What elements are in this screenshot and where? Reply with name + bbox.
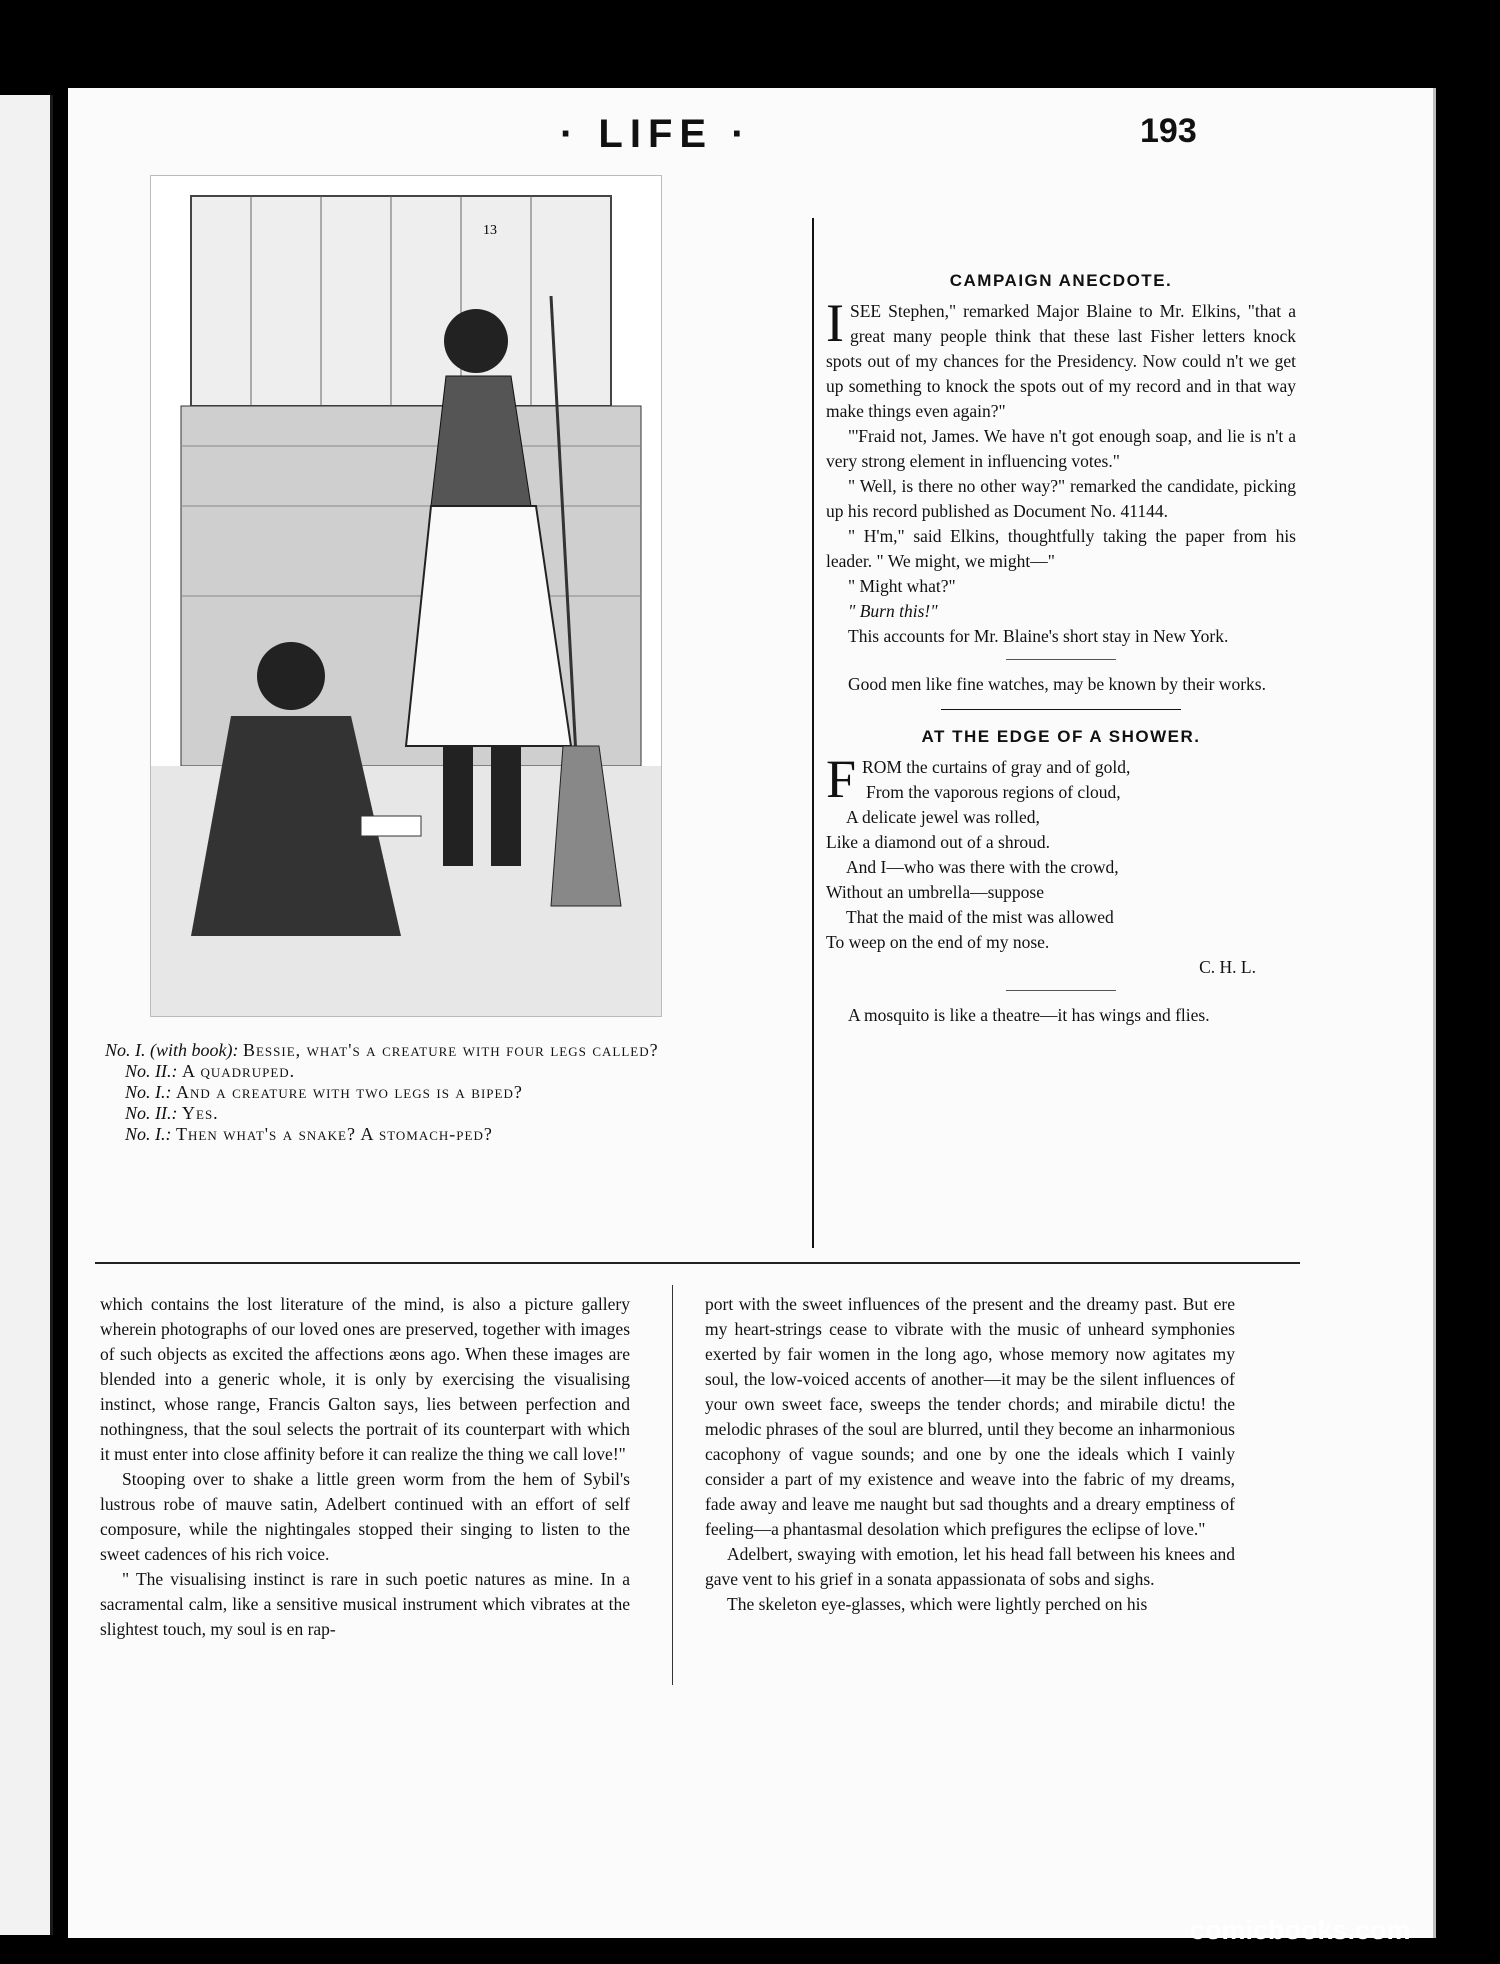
caption-line (105, 1103, 765, 1124)
caption-speaker: No. I. (with book): (105, 1040, 239, 1060)
caption-line (105, 1082, 765, 1103)
bottom-right-column (705, 1292, 1235, 1617)
campaign-paragraph-text: " Burn this!" (848, 601, 938, 621)
column-rule (812, 218, 814, 1248)
caption-line (105, 1061, 765, 1082)
illustration-drawing (151, 176, 661, 1016)
separator (941, 709, 1181, 710)
separator (1006, 990, 1116, 991)
poem-line: Without an umbrella—suppose (826, 882, 1045, 902)
previous-page-edge (0, 95, 53, 1935)
campaign-paragraph: " Well, is there no other way?" remarked the candidate, picking up his record published as Document No. 41144. (826, 476, 1296, 521)
campaign-paragraph: This accounts for Mr. Blaine's short stay in New York. (848, 626, 1229, 646)
caption-speaker: No. I.: (125, 1124, 172, 1144)
watermark: comicbooks.com (1190, 1915, 1411, 1945)
story-paragraph: The skeleton eye-glasses, which were lightly perched on his (727, 1594, 1148, 1614)
campaign-paragraph: "'Fraid not, James. We have n't got enough soap, and lie is n't a very strong element in influencing votes." (826, 426, 1296, 471)
drop-cap: F (826, 749, 857, 809)
caption-text: Yes. (182, 1103, 219, 1123)
drop-cap: I (826, 293, 844, 353)
campaign-heading: CAMPAIGN ANECDOTE. (949, 271, 1173, 290)
campaign-paragraph: " Might what?" (848, 576, 956, 596)
poem-line-text: ROM the curtains of gray and of gold, (862, 757, 1131, 777)
page-edge (1433, 88, 1436, 1938)
right-column (826, 268, 1296, 1028)
poem (826, 749, 1296, 980)
illustration-number: 13 (483, 223, 497, 238)
mosquito-paragraph: A mosquito is like a theatre—it has wings and flies. (848, 1005, 1210, 1025)
column-divider (672, 1285, 673, 1685)
caption-text: And a creature with two legs is a biped? (176, 1082, 523, 1102)
illustration-caption (105, 1040, 765, 1145)
story-paragraph: Adelbert, swaying with emotion, let his head fall between his knees and gave vent to his grief in a sonata appassionata of sobs and sighs. (705, 1544, 1235, 1589)
caption-text: Bessie, what's a creature with four legs called? (242, 1040, 659, 1060)
poem-line: Like a diamond out of a shroud. (826, 832, 1051, 852)
poem-line: And I—who was there with the crowd, (846, 857, 1119, 877)
poem-line: A delicate jewel was rolled, (846, 807, 1040, 827)
campaign-paragraph-text: SEE Stephen," remarked Major Blaine to Mr. Elkins, "that a great many people think that these last Fisher letters knock spots out of my chances for the Presidency. Now could n't we get up something to knock the spots out of my record and in that way make things even again?" (826, 301, 1296, 421)
poem-line: From the vaporous regions of cloud, (866, 782, 1121, 802)
caption-text: A quadruped. (182, 1061, 296, 1081)
poem-signature: C. H. L. (1199, 957, 1256, 977)
campaign-paragraph (826, 293, 1296, 424)
horizontal-rule (95, 1262, 1300, 1264)
illustration (150, 175, 662, 1017)
story-paragraph: " The visualising instinct is rare in such poetic natures as mine. In a sacramental calm, like a sensitive musical instrument which vibrates at the slightest touch, my soul is en rap- (100, 1569, 630, 1639)
watches-paragraph: Good men like fine watches, may be known by their works. (848, 674, 1266, 694)
caption-speaker: No. II.: (125, 1103, 178, 1123)
separator (1006, 659, 1116, 660)
story-paragraph: port with the sweet influences of the present and the dreamy past. But ere my heart-strings cease to vibrate with the music of unheard symphonies exerted by fair women in the long ago, whose memory now agitates my soul, the low-voiced accents of another—it may be the silent influences of your own sweet face, sweeps the tender chords; and mirabile dictu! the melodic phrases of the soul are blurred, until they become an inharmonious cacophony of vague sounds; and one by one the ideals which I vainly consider a part of my existence and weave into the fabric of my dreams, fade away and leave me naught but sad thoughts and a dreary emptiness of feeling—a phantasmal desolation which prefigures the eclipse of love." (705, 1294, 1235, 1539)
bottom-left-column (100, 1292, 630, 1642)
shower-heading: AT THE EDGE OF A SHOWER. (921, 727, 1201, 746)
masthead: · LIFE · (560, 112, 752, 156)
story-paragraph: which contains the lost literature of the mind, is also a picture gallery wherein photographs of our loved ones are preserved, together with images of such objects as excited the affections æons ago. When these images are blended into a generic whole, it is only by exercising the visualising instinct, whose range, Francis Galton says, lies between perfection and nothingness, that the soul selects the portrait of its counterpart with which it must enter into close affinity before it can realize the thing we call love!" (100, 1294, 630, 1464)
campaign-paragraph: " H'm," said Elkins, thoughtfully taking the paper from his leader. " We might, we might—" (826, 526, 1296, 571)
caption-line (105, 1040, 765, 1061)
campaign-paragraph (826, 599, 1296, 624)
caption-speaker: No. I.: (125, 1082, 172, 1102)
caption-text: Then what's a snake? A stomach-ped? (176, 1124, 493, 1144)
page-number: 193 (1140, 112, 1197, 150)
caption-speaker: No. II.: (125, 1061, 178, 1081)
poem-line: To weep on the end of my nose. (826, 932, 1050, 952)
caption-line (105, 1124, 765, 1145)
story-paragraph: Stooping over to shake a little green worm from the hem of Sybil's lustrous robe of mauve satin, Adelbert continued with an effort of self composure, while the nightingales stopped their singing to listen to the sweet cadences of his rich voice. (100, 1469, 630, 1564)
poem-line: That the maid of the mist was allowed (846, 907, 1114, 927)
